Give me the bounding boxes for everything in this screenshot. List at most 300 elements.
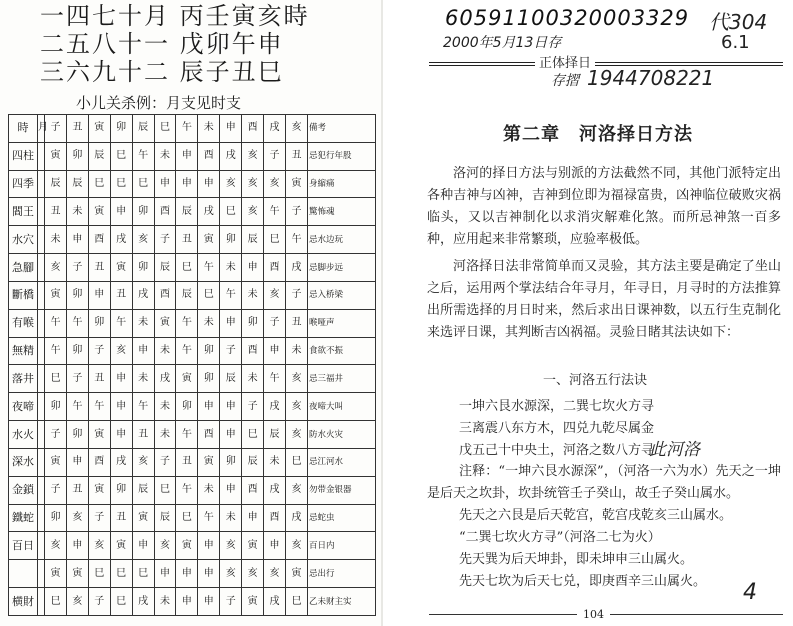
handwritten-table-body [8, 114, 376, 616]
table-row [9, 365, 376, 393]
table-cell: 卯 [110, 115, 132, 143]
table-cell: 未 [198, 476, 220, 504]
table-cell: 巳 [220, 198, 242, 226]
table-cell: 子 [220, 337, 242, 365]
table-cell: 子 [45, 115, 67, 143]
table-note-cell: 食欲不振 [308, 337, 376, 365]
table-cell: 申 [220, 421, 242, 449]
table-cell: 亥 [242, 560, 264, 588]
table-cell: 酉 [88, 226, 110, 254]
table-note-cell: 夜啼大叫 [308, 393, 376, 421]
table-cell [38, 421, 45, 449]
table-cell: 卯 [88, 309, 110, 337]
table-cell: 水火 [9, 421, 38, 449]
table-cell: 午 [110, 309, 132, 337]
table-cell: 子 [285, 281, 307, 309]
table-cell: 亥 [285, 115, 307, 143]
table-cell: 亥 [220, 170, 242, 198]
verse-line-2: 三离震八东方木，四兑九乾尽属金 [459, 421, 655, 436]
table-cell: 亥 [285, 393, 307, 421]
table-cell: 辰 [132, 115, 154, 143]
table-cell: 卯 [110, 476, 132, 504]
table-cell: 子 [154, 226, 176, 254]
storage-date-note: 2000年5月13日存 [443, 35, 562, 51]
table-note-cell: 防水火灾 [308, 421, 376, 449]
table-cell: 未 [154, 588, 176, 616]
table-row [9, 421, 376, 449]
table-note-cell: 忌蛇虫 [308, 504, 376, 532]
table-cell [38, 476, 45, 504]
table-cell: 巳 [176, 504, 198, 532]
table-note-cell: 忌江河水 [308, 448, 376, 476]
table-cell: 卯 [66, 142, 88, 170]
table-row [9, 226, 376, 254]
table-cell: 申 [176, 170, 198, 198]
table-cell: 巳 [154, 476, 176, 504]
catalog-code: 代304 [709, 10, 768, 34]
table-cell: 申 [154, 560, 176, 588]
table-cell [38, 281, 45, 309]
table-cell: 辰 [45, 170, 67, 198]
table-cell [38, 170, 45, 198]
table-cell: 午 [176, 476, 198, 504]
table-note-cell: 忌水边玩 [308, 226, 376, 254]
table-cell: 申 [264, 337, 286, 365]
table-cell: 丑 [285, 309, 307, 337]
table-cell: 寅 [154, 309, 176, 337]
table-row [9, 142, 376, 170]
table-cell: 未 [242, 365, 264, 393]
table-cell: 巳 [88, 170, 110, 198]
table-cell: 巳 [285, 588, 307, 616]
version-note: 6.1 [721, 32, 750, 53]
table-cell: 辰 [88, 142, 110, 170]
table-cell: 子 [242, 393, 264, 421]
table-cell: 酉 [88, 448, 110, 476]
table-cell: 寅 [176, 532, 198, 560]
table-cell: 戌 [264, 476, 286, 504]
handwritten-annotation: 此河洛 [649, 440, 700, 460]
handwritten-table [8, 114, 376, 616]
table-cell: 横財 [9, 588, 38, 616]
table-cell: 寅 [285, 560, 307, 588]
table-cell: 申 [66, 226, 88, 254]
table-cell: 戌 [264, 588, 286, 616]
table-cell: 酉 [198, 142, 220, 170]
table-cell: 戌 [110, 448, 132, 476]
table-cell: 子 [264, 309, 286, 337]
table-cell: 亥 [132, 448, 154, 476]
table-cell: 辰 [132, 476, 154, 504]
table-cell: 未 [198, 309, 220, 337]
table-cell: 戌 [110, 226, 132, 254]
table-cell: 丑 [66, 476, 88, 504]
table-cell: 申 [176, 142, 198, 170]
table-cell: 子 [88, 504, 110, 532]
handwritten-note-3: 三六九十二 辰子丑巳 [40, 58, 284, 86]
table-cell: 丑 [88, 365, 110, 393]
table-note-cell: 忌脚步远 [308, 254, 376, 282]
table-cell: 酉 [198, 421, 220, 449]
table-cell: 丑 [45, 198, 67, 226]
table-cell: 酉 [264, 504, 286, 532]
table-cell: 辰 [242, 226, 264, 254]
table-cell: 亥 [66, 588, 88, 616]
table-note-cell: 乙未财主实 [308, 588, 376, 616]
table-cell: 辰 [264, 421, 286, 449]
body-line-4: 先天七坎为后天七兑，即庚酉辛三山属火。 [459, 574, 707, 589]
table-cell: 辰 [176, 198, 198, 226]
table-cell: 子 [45, 421, 67, 449]
table-cell: 午 [176, 115, 198, 143]
table-cell: 寅 [88, 115, 110, 143]
phone-label: 存摺 [551, 73, 579, 89]
table-header-row [9, 115, 376, 143]
table-cell: 丑 [176, 448, 198, 476]
table-cell: 申 [154, 170, 176, 198]
table-cell: 申 [264, 532, 286, 560]
table-cell: 申 [110, 198, 132, 226]
table-cell: 申 [220, 476, 242, 504]
table-cell: 申 [220, 115, 242, 143]
table-row [9, 504, 376, 532]
table-cell: 寅 [285, 170, 307, 198]
page-footer [429, 608, 783, 620]
table-cell: 巳 [88, 560, 110, 588]
body-line-2: “二巽七坎火方寻”（河洛二七为火） [459, 530, 661, 545]
table-row [9, 309, 376, 337]
table-cell: 寅 [45, 142, 67, 170]
table-cell: 申 [66, 448, 88, 476]
table-cell: 未 [220, 254, 242, 282]
table-cell: 巳 [198, 281, 220, 309]
table-cell: 卯 [66, 281, 88, 309]
table-cell: 戌 [198, 198, 220, 226]
table-cell: 午 [176, 421, 198, 449]
table-cell: 申 [220, 393, 242, 421]
table-cell: 酉 [154, 198, 176, 226]
table-cell: 未 [154, 337, 176, 365]
table-cell: 申 [176, 588, 198, 616]
table-cell: 卯 [132, 254, 154, 282]
table-cell: 午 [264, 198, 286, 226]
corner-mark: 4 [743, 580, 757, 605]
table-cell: 子 [154, 448, 176, 476]
table-cell: 子 [66, 365, 88, 393]
table-cell: 酉 [242, 476, 264, 504]
table-cell [38, 337, 45, 365]
table-cell: 深水 [9, 448, 38, 476]
catalog-number: 60591100320003329 [445, 6, 690, 30]
table-cell: 卯 [66, 337, 88, 365]
handwritten-note-2: 二五八十一 戊卯午申 [40, 30, 284, 58]
table-cell: 巳 [154, 115, 176, 143]
table-cell: 戌 [154, 365, 176, 393]
table-cell: 午 [264, 365, 286, 393]
table-cell: 申 [66, 532, 88, 560]
table-cell: 四季 [9, 170, 38, 198]
table-cell: 戌 [264, 115, 286, 143]
table-cell: 巳 [264, 226, 286, 254]
table-cell: 申 [110, 393, 132, 421]
table-cell: 卯 [132, 198, 154, 226]
table-cell: 巳 [242, 421, 264, 449]
table-cell: 子 [45, 476, 67, 504]
table-cell [38, 226, 45, 254]
table-cell [38, 393, 45, 421]
table-cell: 亥 [154, 532, 176, 560]
table-cell: 卯 [66, 421, 88, 449]
table-cell: 巳 [45, 365, 67, 393]
table-row [9, 254, 376, 282]
table-cell: 丑 [88, 254, 110, 282]
table-cell: 戌 [220, 142, 242, 170]
note-paragraph: 注释：“一坤六艮水源深”，（河洛一六为水）先天之一坤是后天之坎卦，坎卦统管壬子癸山，故壬子癸山属水。 [427, 464, 781, 501]
table-cell: 未 [154, 393, 176, 421]
table-cell: 巳 [132, 560, 154, 588]
table-cell: 午 [88, 393, 110, 421]
table-cell: 巳 [45, 588, 67, 616]
page-number: 104 [577, 608, 610, 621]
table-cell: 申 [110, 365, 132, 393]
table-cell: 辰 [220, 365, 242, 393]
table-cell: 亥 [242, 198, 264, 226]
table-cell: 申 [88, 281, 110, 309]
table-cell: 子 [88, 337, 110, 365]
table-cell: 丑 [132, 421, 154, 449]
table-cell: 亥 [264, 560, 286, 588]
table-cell: 辰 [154, 504, 176, 532]
table-cell: 寅 [45, 448, 67, 476]
table-cell: 辰 [66, 170, 88, 198]
table-cell: 亥 [110, 337, 132, 365]
table-cell: 寅 [242, 588, 264, 616]
table-cell: 急腳 [9, 254, 38, 282]
table-cell: 戌 [264, 393, 286, 421]
table-note-cell: 忌入桥梁 [308, 281, 376, 309]
table-cell: 未 [220, 504, 242, 532]
table-cell: 未 [154, 142, 176, 170]
table-cell: 未 [264, 448, 286, 476]
table-cell [38, 448, 45, 476]
table-cell: 寅 [242, 532, 264, 560]
table-cell: 未 [66, 198, 88, 226]
table-cell [38, 142, 45, 170]
table-cell: 百日 [9, 532, 38, 560]
table-cell [38, 588, 45, 616]
table-cell: 亥 [285, 365, 307, 393]
table-cell: 時 [9, 115, 38, 143]
table-cell: 巳 [176, 254, 198, 282]
table-cell [9, 560, 38, 588]
table-row [9, 560, 376, 588]
table-cell: 酉 [154, 281, 176, 309]
table-cell: 卯 [45, 393, 67, 421]
table-cell: 寅 [198, 226, 220, 254]
table-row [9, 393, 376, 421]
table-row [9, 588, 376, 616]
phone-number: 1944708221 [587, 66, 715, 90]
table-cell [38, 504, 45, 532]
table-cell: 丑 [285, 142, 307, 170]
right-page [383, 0, 793, 626]
table-cell: 丑 [110, 504, 132, 532]
table-cell: 申 [198, 560, 220, 588]
table-cell: 子 [220, 588, 242, 616]
table-cell: 戌 [132, 588, 154, 616]
body-paragraph-1: 洛河的择日方法与别派的方法截然不同，其他门派特定出各种吉神与凶神，吉神到位即为福禄富贵，凶神临位破败灾祸临头，又以吉神制化以求消灾解难化煞。而所忌神煞一百多种，应用起来非常繁琐，应验率极低。 [427, 166, 781, 247]
table-cell: 亥 [132, 226, 154, 254]
table-note-cell: 備考 [308, 115, 376, 143]
table-cell: 子 [285, 198, 307, 226]
table-row [9, 281, 376, 309]
header-rule [429, 62, 783, 63]
table-row [9, 337, 376, 365]
table-cell: 亥 [285, 421, 307, 449]
table-cell: 申 [198, 532, 220, 560]
table-cell [38, 365, 45, 393]
table-cell [38, 532, 45, 560]
table-cell: 亥 [242, 142, 264, 170]
table-cell: 寅 [110, 254, 132, 282]
table-note-cell: 忌三福井 [308, 365, 376, 393]
table-cell: 亥 [45, 254, 67, 282]
table-cell: 卯 [198, 365, 220, 393]
table-cell: 午 [198, 254, 220, 282]
body-line-1: 先天之六艮是后天乾宫，乾宫戌乾亥三山属水。 [459, 508, 733, 523]
table-cell: 戌 [285, 254, 307, 282]
table-cell: 子 [264, 142, 286, 170]
table-cell: 巳 [110, 170, 132, 198]
table-cell: 未 [132, 365, 154, 393]
table-cell: 落井 [9, 365, 38, 393]
table-cell: 申 [198, 170, 220, 198]
verse-line-1: 一坤六艮水源深，二巽七坎火方寻 [459, 399, 655, 414]
table-cell: 卯 [176, 393, 198, 421]
table-cell: 申 [220, 309, 242, 337]
table-cell: 申 [242, 254, 264, 282]
table-cell [38, 309, 45, 337]
table-cell: 申 [242, 504, 264, 532]
table-cell: 鐵蛇 [9, 504, 38, 532]
table-cell: 月 [38, 115, 45, 143]
handwritten-note-1: 一四七十月 丙壬寅亥時 [40, 2, 310, 30]
table-cell: 未 [198, 115, 220, 143]
table-cell: 金鎖 [9, 476, 38, 504]
body-paragraph-2: 河洛择日法非常简单而又灵验，其方法主要是确定了坐山之后，运用两个掌法结合年寻月，年寻日，月寻时的方法推算出所需选择的月日时来，然后求出日课神数，以五行生克制化来选评日课，其判断吉凶祸福。灵验日睹其法诀如下： [427, 259, 781, 340]
table-cell: 水穴 [9, 226, 38, 254]
table-cell: 午 [132, 142, 154, 170]
table-cell: 寅 [132, 504, 154, 532]
table-cell: 亥 [285, 532, 307, 560]
table-row [9, 476, 376, 504]
handwritten-sub-note: 小儿关杀例：月支见时支 [76, 94, 242, 112]
table-cell: 卯 [220, 448, 242, 476]
table-cell: 無精 [9, 337, 38, 365]
table-cell: 酉 [242, 337, 264, 365]
table-cell: 午 [220, 281, 242, 309]
table-cell: 寅 [88, 198, 110, 226]
table-cell: 閻王 [9, 198, 38, 226]
table-row [9, 170, 376, 198]
table-cell [38, 560, 45, 588]
table-cell: 午 [176, 309, 198, 337]
table-cell: 亥 [220, 560, 242, 588]
table-cell: 辰 [154, 254, 176, 282]
table-cell: 亥 [242, 170, 264, 198]
table-cell: 未 [132, 309, 154, 337]
table-cell: 卯 [220, 226, 242, 254]
table-cell: 未 [154, 421, 176, 449]
table-cell: 寅 [198, 448, 220, 476]
table-cell: 卯 [45, 504, 67, 532]
table-note-cell: 勿带金银器 [308, 476, 376, 504]
chapter-title: 第二章 河洛择日方法 [503, 124, 693, 145]
table-cell: 申 [176, 560, 198, 588]
table-cell: 有喉 [9, 309, 38, 337]
table-cell: 卯 [242, 309, 264, 337]
table-cell: 午 [198, 504, 220, 532]
table-cell: 亥 [220, 532, 242, 560]
table-cell: 寅 [45, 281, 67, 309]
table-cell: 巳 [110, 142, 132, 170]
table-note-cell: 百日内 [308, 532, 376, 560]
table-cell: 戌 [132, 281, 154, 309]
table-cell: 亥 [45, 532, 67, 560]
table-cell: 丑 [66, 115, 88, 143]
left-page [0, 0, 383, 626]
table-cell: 寅 [176, 365, 198, 393]
table-cell: 酉 [264, 254, 286, 282]
table-cell: 午 [66, 309, 88, 337]
table-cell: 午 [176, 337, 198, 365]
table-cell: 亥 [264, 170, 286, 198]
table-cell: 子 [88, 588, 110, 616]
table-cell: 亥 [66, 504, 88, 532]
table-note-cell: 喉哑声 [308, 309, 376, 337]
body-line-3: 先天巽为后天坤卦，即未坤申三山属火。 [459, 552, 694, 567]
table-cell: 申 [132, 532, 154, 560]
table-note-cell: 身縮痛 [308, 170, 376, 198]
table-cell: 未 [242, 281, 264, 309]
table-cell: 四柱 [9, 142, 38, 170]
table-cell: 申 [110, 421, 132, 449]
table-row [9, 448, 376, 476]
table-cell: 未 [285, 337, 307, 365]
table-cell: 申 [132, 337, 154, 365]
table-cell: 申 [198, 393, 220, 421]
table-cell [38, 254, 45, 282]
table-cell: 寅 [88, 421, 110, 449]
table-note-cell: 忌犯行年股 [308, 142, 376, 170]
table-cell: 午 [45, 309, 67, 337]
section-title: 一、河洛五行法诀 [543, 373, 648, 388]
table-cell: 未 [45, 226, 67, 254]
table-cell: 亥 [285, 476, 307, 504]
table-cell: 丑 [176, 226, 198, 254]
table-cell: 酉 [242, 115, 264, 143]
table-cell: 午 [132, 393, 154, 421]
table-cell: 子 [66, 254, 88, 282]
table-cell: 巳 [132, 170, 154, 198]
table-note-cell: 驚怖魂 [308, 198, 376, 226]
table-cell: 寅 [45, 560, 67, 588]
table-row [9, 198, 376, 226]
table-cell: 亥 [88, 532, 110, 560]
table-cell: 巳 [110, 560, 132, 588]
running-header: 正体择日 [535, 52, 595, 71]
table-cell: 寅 [66, 560, 88, 588]
